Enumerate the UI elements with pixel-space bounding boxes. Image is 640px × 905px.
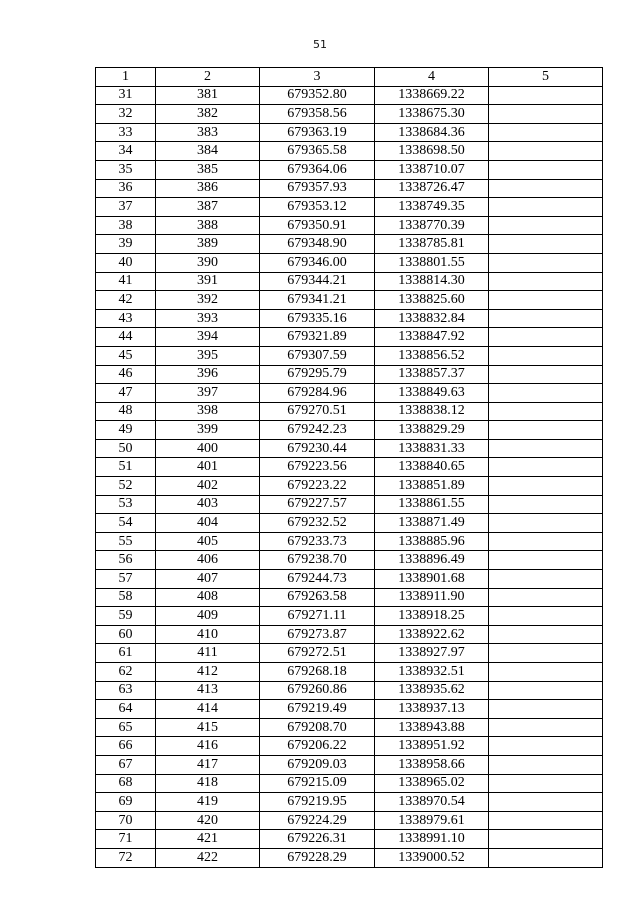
table-row <box>96 477 603 496</box>
table-cell-col-2: 412 <box>156 663 260 682</box>
table-cell-col-1: 42 <box>96 291 156 310</box>
table-cell-col-1: 68 <box>96 774 156 793</box>
table-cell-col-5 <box>489 105 603 124</box>
table-cell-col-2: 416 <box>156 737 260 756</box>
table-cell-col-3: 679344.21 <box>260 272 375 291</box>
table-cell-col-5 <box>489 421 603 440</box>
table-row <box>96 105 603 124</box>
table-cell-col-3: 679348.90 <box>260 235 375 254</box>
table-cell-col-5 <box>489 625 603 644</box>
table-cell-col-1: 66 <box>96 737 156 756</box>
table-cell-col-2: 388 <box>156 216 260 235</box>
table-cell-col-5 <box>489 774 603 793</box>
table-row <box>96 272 603 291</box>
table-cell-col-4: 1338831.33 <box>375 439 489 458</box>
table-cell-col-5 <box>489 718 603 737</box>
table-cell-col-2: 386 <box>156 179 260 198</box>
table-cell-col-1: 54 <box>96 514 156 533</box>
table-row <box>96 86 603 105</box>
table-cell-col-2: 393 <box>156 309 260 328</box>
table-row <box>96 718 603 737</box>
table-cell-col-3: 679271.11 <box>260 607 375 626</box>
table-row <box>96 625 603 644</box>
table-cell-col-4: 1338922.62 <box>375 625 489 644</box>
table-cell-col-5 <box>489 346 603 365</box>
table-cell-col-2: 395 <box>156 346 260 365</box>
table-cell-col-3: 679208.70 <box>260 718 375 737</box>
table-row <box>96 495 603 514</box>
table-cell-col-3: 679226.31 <box>260 830 375 849</box>
table-cell-col-1: 64 <box>96 700 156 719</box>
table-cell-col-2: 402 <box>156 477 260 496</box>
table-cell-col-5 <box>489 160 603 179</box>
header-col-1: 1 <box>96 68 156 87</box>
table-cell-col-2: 405 <box>156 532 260 551</box>
table-cell-col-2: 396 <box>156 365 260 384</box>
header-col-5: 5 <box>489 68 603 87</box>
table-cell-col-3: 679365.58 <box>260 142 375 161</box>
table-cell-col-1: 44 <box>96 328 156 347</box>
table-cell-col-5 <box>489 755 603 774</box>
table-cell-col-5 <box>489 402 603 421</box>
table-cell-col-3: 679284.96 <box>260 384 375 403</box>
table-cell-col-5 <box>489 291 603 310</box>
table-cell-col-5 <box>489 142 603 161</box>
table-cell-col-2: 415 <box>156 718 260 737</box>
table-cell-col-5 <box>489 328 603 347</box>
table-cell-col-2: 418 <box>156 774 260 793</box>
table-cell-col-1: 52 <box>96 477 156 496</box>
table-cell-col-3: 679232.52 <box>260 514 375 533</box>
table-cell-col-4: 1338785.81 <box>375 235 489 254</box>
table-header <box>96 68 603 87</box>
table-cell-col-1: 60 <box>96 625 156 644</box>
table-cell-col-5 <box>489 830 603 849</box>
table-cell-col-3: 679228.29 <box>260 848 375 867</box>
table-row <box>96 253 603 272</box>
table-row <box>96 644 603 663</box>
table-cell-col-3: 679295.79 <box>260 365 375 384</box>
table-cell-col-1: 62 <box>96 663 156 682</box>
table-cell-col-2: 399 <box>156 421 260 440</box>
table-cell-col-4: 1338825.60 <box>375 291 489 310</box>
table-cell-col-5 <box>489 607 603 626</box>
table-cell-col-4: 1338965.02 <box>375 774 489 793</box>
table-cell-col-4: 1338698.50 <box>375 142 489 161</box>
table-cell-col-3: 679227.57 <box>260 495 375 514</box>
table-cell-col-1: 38 <box>96 216 156 235</box>
table-row <box>96 830 603 849</box>
table-cell-col-1: 70 <box>96 811 156 830</box>
table-cell-col-4: 1338847.92 <box>375 328 489 347</box>
table-cell-col-1: 40 <box>96 253 156 272</box>
table-cell-col-5 <box>489 477 603 496</box>
table-cell-col-4: 1338911.90 <box>375 588 489 607</box>
table-cell-col-2: 408 <box>156 588 260 607</box>
table-row <box>96 774 603 793</box>
table-cell-col-5 <box>489 86 603 105</box>
table-cell-col-5 <box>489 123 603 142</box>
table-cell-col-1: 43 <box>96 309 156 328</box>
table-cell-col-5 <box>489 384 603 403</box>
table-cell-col-5 <box>489 700 603 719</box>
table-cell-col-4: 1338861.55 <box>375 495 489 514</box>
table-cell-col-2: 403 <box>156 495 260 514</box>
table-cell-col-3: 679358.56 <box>260 105 375 124</box>
table-cell-col-5 <box>489 681 603 700</box>
table-cell-col-3: 679341.21 <box>260 291 375 310</box>
table-cell-col-5 <box>489 570 603 589</box>
table-cell-col-5 <box>489 309 603 328</box>
table-cell-col-5 <box>489 439 603 458</box>
table-cell-col-1: 33 <box>96 123 156 142</box>
table-cell-col-1: 39 <box>96 235 156 254</box>
table-cell-col-3: 679273.87 <box>260 625 375 644</box>
table-cell-col-1: 65 <box>96 718 156 737</box>
table-cell-col-3: 679244.73 <box>260 570 375 589</box>
table-cell-col-5 <box>489 551 603 570</box>
table-cell-col-1: 57 <box>96 570 156 589</box>
table-cell-col-3: 679242.23 <box>260 421 375 440</box>
table-cell-col-1: 47 <box>96 384 156 403</box>
table-row <box>96 439 603 458</box>
coordinates-table <box>95 67 603 868</box>
table-cell-col-4: 1338840.65 <box>375 458 489 477</box>
table-row <box>96 458 603 477</box>
table-cell-col-1: 45 <box>96 346 156 365</box>
table-cell-col-2: 420 <box>156 811 260 830</box>
table-cell-col-4: 1338669.22 <box>375 86 489 105</box>
table-cell-col-2: 389 <box>156 235 260 254</box>
table-cell-col-4: 1338937.13 <box>375 700 489 719</box>
table-cell-col-2: 390 <box>156 253 260 272</box>
table-cell-col-1: 36 <box>96 179 156 198</box>
table-cell-col-2: 413 <box>156 681 260 700</box>
table-cell-col-1: 63 <box>96 681 156 700</box>
table-cell-col-2: 397 <box>156 384 260 403</box>
table-cell-col-2: 391 <box>156 272 260 291</box>
table-row <box>96 216 603 235</box>
table-cell-col-3: 679350.91 <box>260 216 375 235</box>
table-row <box>96 346 603 365</box>
table-cell-col-3: 679363.19 <box>260 123 375 142</box>
table-cell-col-4: 1338856.52 <box>375 346 489 365</box>
table-cell-col-4: 1338770.39 <box>375 216 489 235</box>
table-cell-col-1: 71 <box>96 830 156 849</box>
table-cell-col-3: 679223.56 <box>260 458 375 477</box>
table-cell-col-4: 1338901.68 <box>375 570 489 589</box>
table-row <box>96 123 603 142</box>
table-cell-col-4: 1338970.54 <box>375 793 489 812</box>
table-cell-col-3: 679353.12 <box>260 198 375 217</box>
table-cell-col-1: 53 <box>96 495 156 514</box>
table-row <box>96 160 603 179</box>
table-cell-col-5 <box>489 365 603 384</box>
table-cell-col-4: 1338991.10 <box>375 830 489 849</box>
table-cell-col-1: 59 <box>96 607 156 626</box>
table-cell-col-4: 1338927.97 <box>375 644 489 663</box>
table-cell-col-1: 56 <box>96 551 156 570</box>
table-cell-col-4: 1338849.63 <box>375 384 489 403</box>
table-cell-col-2: 419 <box>156 793 260 812</box>
table-cell-col-3: 679260.86 <box>260 681 375 700</box>
table-cell-col-2: 421 <box>156 830 260 849</box>
table-cell-col-4: 1338857.37 <box>375 365 489 384</box>
page-number: 51 <box>313 38 327 51</box>
table-cell-col-4: 1338918.25 <box>375 607 489 626</box>
table-cell-col-2: 401 <box>156 458 260 477</box>
table-cell-col-5 <box>489 514 603 533</box>
table-row <box>96 142 603 161</box>
table-row <box>96 737 603 756</box>
header-col-4: 4 <box>375 68 489 87</box>
table-row <box>96 532 603 551</box>
table-cell-col-5 <box>489 253 603 272</box>
table-cell-col-4: 1338832.84 <box>375 309 489 328</box>
header-row <box>96 68 603 87</box>
table-cell-col-3: 679335.16 <box>260 309 375 328</box>
table-cell-col-4: 1338951.92 <box>375 737 489 756</box>
table-cell-col-4: 1338871.49 <box>375 514 489 533</box>
table-cell-col-5 <box>489 458 603 477</box>
table-cell-col-3: 679219.49 <box>260 700 375 719</box>
table-cell-col-4: 1338851.89 <box>375 477 489 496</box>
table-row <box>96 179 603 198</box>
table-cell-col-1: 51 <box>96 458 156 477</box>
table-cell-col-5 <box>489 663 603 682</box>
table-cell-col-1: 61 <box>96 644 156 663</box>
table-cell-col-4: 1338710.07 <box>375 160 489 179</box>
table-row <box>96 309 603 328</box>
table-cell-col-3: 679233.73 <box>260 532 375 551</box>
table-cell-col-4: 1338726.47 <box>375 179 489 198</box>
table-cell-col-1: 72 <box>96 848 156 867</box>
table-cell-col-2: 410 <box>156 625 260 644</box>
table-cell-col-2: 385 <box>156 160 260 179</box>
table-cell-col-2: 417 <box>156 755 260 774</box>
table-cell-col-1: 41 <box>96 272 156 291</box>
table-row <box>96 198 603 217</box>
table-cell-col-4: 1338829.29 <box>375 421 489 440</box>
table-cell-col-2: 387 <box>156 198 260 217</box>
table-cell-col-1: 58 <box>96 588 156 607</box>
table-row <box>96 663 603 682</box>
table-cell-col-4: 1338885.96 <box>375 532 489 551</box>
table-row <box>96 421 603 440</box>
table-cell-col-3: 679219.95 <box>260 793 375 812</box>
table-cell-col-5 <box>489 588 603 607</box>
table-cell-col-3: 679223.22 <box>260 477 375 496</box>
table-cell-col-5 <box>489 532 603 551</box>
table-cell-col-2: 384 <box>156 142 260 161</box>
table-row <box>96 607 603 626</box>
table-cell-col-1: 31 <box>96 86 156 105</box>
table-cell-col-3: 679206.22 <box>260 737 375 756</box>
table-cell-col-4: 1338932.51 <box>375 663 489 682</box>
table-cell-col-1: 49 <box>96 421 156 440</box>
table-cell-col-1: 46 <box>96 365 156 384</box>
table-body <box>96 86 603 867</box>
table-cell-col-3: 679357.93 <box>260 179 375 198</box>
table-cell-col-3: 679268.18 <box>260 663 375 682</box>
table-row <box>96 755 603 774</box>
table-cell-col-3: 679307.59 <box>260 346 375 365</box>
table-cell-col-4: 1338979.61 <box>375 811 489 830</box>
table-cell-col-2: 382 <box>156 105 260 124</box>
table-cell-col-2: 422 <box>156 848 260 867</box>
table-cell-col-2: 400 <box>156 439 260 458</box>
table-cell-col-5 <box>489 811 603 830</box>
table-cell-col-4: 1338958.66 <box>375 755 489 774</box>
table-cell-col-2: 406 <box>156 551 260 570</box>
table-cell-col-5 <box>489 198 603 217</box>
table-cell-col-1: 67 <box>96 755 156 774</box>
table-cell-col-1: 34 <box>96 142 156 161</box>
table-cell-col-3: 679263.58 <box>260 588 375 607</box>
table-cell-col-2: 409 <box>156 607 260 626</box>
table-cell-col-3: 679224.29 <box>260 811 375 830</box>
table-cell-col-5 <box>489 179 603 198</box>
table-cell-col-3: 679238.70 <box>260 551 375 570</box>
table-cell-col-2: 404 <box>156 514 260 533</box>
table-cell-col-5 <box>489 272 603 291</box>
table-cell-col-1: 37 <box>96 198 156 217</box>
table-row <box>96 681 603 700</box>
table-cell-col-2: 398 <box>156 402 260 421</box>
table-row <box>96 811 603 830</box>
table-row <box>96 588 603 607</box>
table-cell-col-5 <box>489 737 603 756</box>
table-row <box>96 793 603 812</box>
table-cell-col-4: 1338749.35 <box>375 198 489 217</box>
table-cell-col-4: 1338801.55 <box>375 253 489 272</box>
table-cell-col-4: 1338896.49 <box>375 551 489 570</box>
table-cell-col-1: 32 <box>96 105 156 124</box>
table-cell-col-4: 1338935.62 <box>375 681 489 700</box>
table-row <box>96 570 603 589</box>
table-row <box>96 551 603 570</box>
table-cell-col-3: 679215.09 <box>260 774 375 793</box>
table-row <box>96 235 603 254</box>
table-row <box>96 328 603 347</box>
table-cell-col-4: 1338684.36 <box>375 123 489 142</box>
table-cell-col-2: 414 <box>156 700 260 719</box>
table-cell-col-1: 48 <box>96 402 156 421</box>
table-cell-col-3: 679272.51 <box>260 644 375 663</box>
table-cell-col-1: 50 <box>96 439 156 458</box>
table-cell-col-3: 679230.44 <box>260 439 375 458</box>
table-row <box>96 291 603 310</box>
table-cell-col-2: 411 <box>156 644 260 663</box>
table-cell-col-3: 679209.03 <box>260 755 375 774</box>
table-cell-col-5 <box>489 644 603 663</box>
table-cell-col-2: 383 <box>156 123 260 142</box>
table-cell-col-5 <box>489 216 603 235</box>
header-col-2: 2 <box>156 68 260 87</box>
table-cell-col-3: 679270.51 <box>260 402 375 421</box>
table-cell-col-2: 407 <box>156 570 260 589</box>
table-cell-col-4: 1338943.88 <box>375 718 489 737</box>
table-cell-col-5 <box>489 848 603 867</box>
table-row <box>96 848 603 867</box>
table-cell-col-3: 679364.06 <box>260 160 375 179</box>
table-cell-col-4: 1338838.12 <box>375 402 489 421</box>
table-cell-col-4: 1339000.52 <box>375 848 489 867</box>
table-cell-col-1: 35 <box>96 160 156 179</box>
table-row <box>96 384 603 403</box>
table-cell-col-3: 679352.80 <box>260 86 375 105</box>
table-row <box>96 365 603 384</box>
table-row <box>96 402 603 421</box>
table-cell-col-3: 679321.89 <box>260 328 375 347</box>
table-cell-col-4: 1338675.30 <box>375 105 489 124</box>
table-row <box>96 700 603 719</box>
table-cell-col-5 <box>489 235 603 254</box>
table-cell-col-2: 394 <box>156 328 260 347</box>
table-row <box>96 514 603 533</box>
table-cell-col-3: 679346.00 <box>260 253 375 272</box>
table-cell-col-5 <box>489 495 603 514</box>
table-cell-col-2: 392 <box>156 291 260 310</box>
table-cell-col-2: 381 <box>156 86 260 105</box>
header-col-3: 3 <box>260 68 375 87</box>
table-cell-col-1: 69 <box>96 793 156 812</box>
table-cell-col-5 <box>489 793 603 812</box>
table-cell-col-1: 55 <box>96 532 156 551</box>
table-cell-col-4: 1338814.30 <box>375 272 489 291</box>
